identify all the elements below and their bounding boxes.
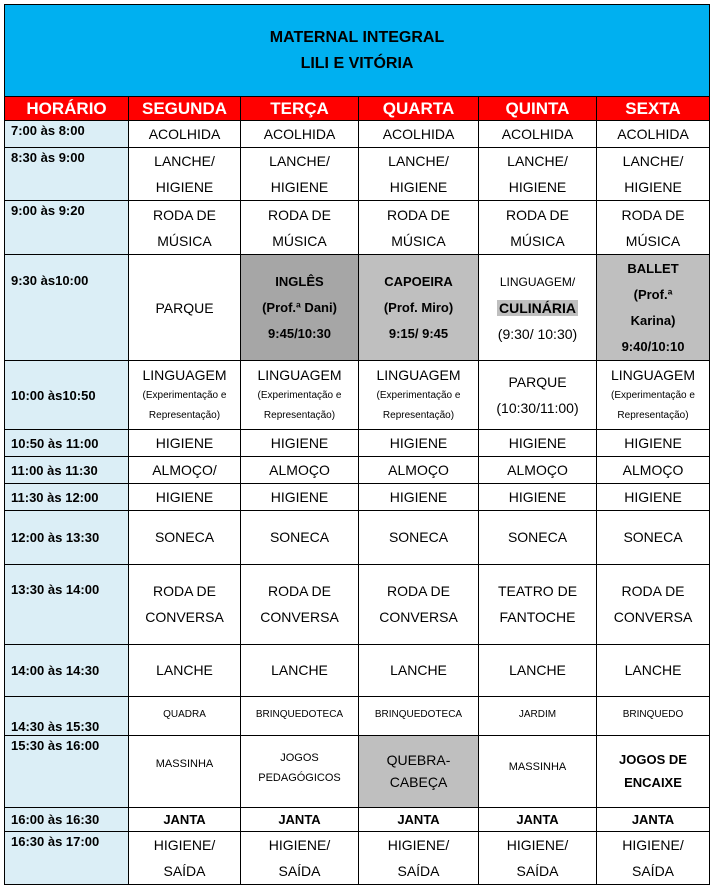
time-cell: 10:50 às 11:00 — [5, 430, 129, 457]
activity-cell: HIGIENE — [359, 430, 479, 457]
activity-cell: ALMOÇO — [597, 457, 710, 484]
cell-line: HIGIENE/ — [622, 837, 684, 853]
cell-line: LANCHE/ — [622, 153, 684, 169]
cell-line: CABEÇA — [389, 773, 448, 790]
activity-cell: JANTA — [359, 808, 479, 832]
cell-line: QUEBRA- — [386, 751, 451, 768]
cell-line: LANCHE/ — [154, 153, 215, 169]
activity-cell: QUADRA — [129, 697, 241, 736]
header-thursday: QUINTA — [479, 97, 597, 121]
cell-line: Representação) — [263, 410, 336, 421]
activity-cell — [241, 832, 359, 885]
activity-cell — [479, 565, 597, 645]
table-row — [5, 832, 710, 885]
cell-line: SAÍDA — [278, 863, 321, 879]
cell-line: HIGIENE — [270, 179, 329, 195]
activity-cell-highlight — [241, 255, 359, 361]
activity-cell — [359, 361, 479, 430]
activity-cell: HIGIENE — [479, 430, 597, 457]
time-cell: 16:00 às 16:30 — [5, 808, 129, 832]
cell-line: 9:15/ 9:45 — [388, 325, 449, 341]
table-row — [5, 808, 710, 832]
table-row — [5, 148, 710, 201]
header-row — [5, 97, 710, 121]
activity-cell: HIGIENE — [597, 484, 710, 511]
activity-cell — [359, 148, 479, 201]
activity-cell: HIGIENE — [597, 430, 710, 457]
cell-line: SAÍDA — [632, 863, 675, 879]
header-time: HORÁRIO — [5, 97, 129, 121]
activity-cell: HIGIENE — [129, 484, 241, 511]
activity-cell — [241, 361, 359, 430]
activity-cell — [597, 832, 710, 885]
cell-line: RODA DE — [386, 206, 450, 223]
cell-line: MÚSICA — [272, 232, 327, 249]
table-row — [5, 361, 710, 430]
cell-line: HIGIENE/ — [387, 837, 450, 853]
cell-line: RODA DE — [152, 582, 216, 599]
activity-cell — [129, 832, 241, 885]
cell-line: LINGUAGEM — [611, 367, 696, 383]
cell-line: TEATRO DE — [497, 582, 578, 599]
cell-line: RODA DE — [267, 582, 331, 599]
cell-line: HIGIENE — [389, 179, 448, 195]
activity-cell — [241, 201, 359, 255]
activity-cell-highlight — [359, 736, 479, 808]
activity-cell: HIGIENE — [359, 484, 479, 511]
time-cell: 15:30 às 16:00 — [5, 736, 129, 808]
cell-line: LINGUAGEM — [142, 367, 227, 383]
activity-cell: JANTA — [129, 808, 241, 832]
activity-cell: PARQUE — [129, 255, 241, 361]
cell-line: (10:30/11:00) — [496, 400, 579, 416]
activity-cell-highlight — [597, 255, 710, 361]
activity-cell — [359, 201, 479, 255]
activity-cell — [129, 565, 241, 645]
activity-cell — [129, 361, 241, 430]
cell-line: LANCHE/ — [269, 153, 330, 169]
time-cell: 9:30 às10:00 — [5, 255, 129, 361]
cell-line: HIGIENE — [508, 179, 567, 195]
time-cell: 11:00 às 11:30 — [5, 457, 129, 484]
cell-line: PARQUE — [508, 374, 567, 390]
cell-line: HIGIENE — [624, 179, 682, 195]
cell-line: (Experimentação e — [376, 390, 461, 401]
schedule-table — [4, 4, 710, 885]
activity-cell — [479, 255, 597, 361]
cell-line: LINGUAGEM — [376, 367, 461, 383]
activity-cell: BRINQUEDO — [597, 697, 710, 736]
cell-line: HIGIENE — [155, 179, 214, 195]
cell-line: (Experimentação e — [142, 390, 227, 401]
activity-cell — [479, 201, 597, 255]
activity-cell: ALMOÇO/ — [129, 457, 241, 484]
activity-cell — [597, 565, 710, 645]
time-cell: 12:00 às 13:30 — [5, 511, 129, 565]
title-line-2: LILI E VITÓRIA — [300, 54, 414, 72]
activity-cell: LANCHE — [597, 645, 710, 697]
activity-cell: MASSINHA — [479, 736, 597, 808]
header-tuesday: TERÇA — [241, 97, 359, 121]
activity-cell: LANCHE — [241, 645, 359, 697]
cell-line: LINGUAGEM — [257, 367, 342, 383]
activity-cell — [597, 361, 710, 430]
cell-line: JOGOS — [280, 751, 319, 764]
cell-line: RODA DE — [386, 582, 450, 599]
cell-line: (Prof.ª Dani) — [262, 299, 337, 315]
activity-cell: ACOLHIDA — [479, 121, 597, 148]
cell-line: SAÍDA — [163, 863, 206, 879]
time-cell: 7:00 às 8:00 — [5, 121, 129, 148]
activity-cell: SONECA — [359, 511, 479, 565]
activity-cell: ACOLHIDA — [597, 121, 710, 148]
cell-line: RODA DE — [621, 582, 685, 599]
cell-line: 9:45/10:30 — [268, 325, 331, 341]
time-cell: 14:30 às 15:30 — [5, 697, 129, 736]
cell-line: RODA DE — [505, 206, 569, 223]
activity-cell — [129, 201, 241, 255]
activity-cell: SONECA — [241, 511, 359, 565]
activity-cell: SONECA — [479, 511, 597, 565]
activity-cell: JANTA — [479, 808, 597, 832]
table-row — [5, 645, 710, 697]
activity-cell: HIGIENE — [241, 430, 359, 457]
cell-line: LANCHE/ — [388, 153, 449, 169]
cell-line: PEDAGÓGICOS — [258, 771, 341, 784]
activity-cell: HIGIENE — [241, 484, 359, 511]
cell-line: (Experimentação e — [611, 390, 695, 401]
activity-cell: MASSINHA — [129, 736, 241, 808]
cell-line: JOGOS DE — [619, 751, 687, 767]
activity-cell-highlight — [359, 255, 479, 361]
activity-cell: BRINQUEDOTECA — [241, 697, 359, 736]
cell-line: FANTOCHE — [499, 608, 576, 625]
cell-line: CONVERSA — [260, 608, 339, 625]
table-row — [5, 511, 710, 565]
cell-line: LINGUAGEM/ — [499, 274, 576, 289]
cell-line: CONVERSA — [613, 608, 693, 625]
cell-line: MÚSICA — [391, 232, 446, 249]
cell-line: MÚSICA — [625, 232, 681, 249]
activity-cell: ALMOÇO — [241, 457, 359, 484]
activity-cell: ACOLHIDA — [241, 121, 359, 148]
cell-line: Representação) — [148, 410, 221, 421]
cell-line: HIGIENE/ — [268, 837, 331, 853]
activity-cell — [241, 565, 359, 645]
header-monday: SEGUNDA — [129, 97, 241, 121]
cell-line: CONVERSA — [379, 608, 458, 625]
time-cell: 11:30 às 12:00 — [5, 484, 129, 511]
header-wednesday: QUARTA — [359, 97, 479, 121]
activity-cell — [479, 148, 597, 201]
cell-line: HIGIENE/ — [153, 837, 216, 853]
table-row — [5, 255, 710, 361]
cell-line: (9:30/ 10:30) — [497, 325, 578, 342]
cell-line: MÚSICA — [510, 232, 565, 249]
activity-cell — [597, 148, 710, 201]
activity-cell: JANTA — [241, 808, 359, 832]
activity-cell: HIGIENE — [479, 484, 597, 511]
time-cell: 16:30 às 17:00 — [5, 832, 129, 885]
activity-cell: ACOLHIDA — [359, 121, 479, 148]
time-cell: 10:00 às10:50 — [5, 361, 129, 430]
activity-cell: SONECA — [597, 511, 710, 565]
cell-line: LANCHE/ — [507, 153, 568, 169]
activity-cell — [359, 565, 479, 645]
cell-line: (Prof. Miro) — [383, 299, 454, 315]
cell-line: HIGIENE/ — [506, 837, 569, 853]
activity-cell: LANCHE — [479, 645, 597, 697]
header-friday: SEXTA — [597, 97, 710, 121]
time-cell: 8:30 às 9:00 — [5, 148, 129, 201]
time-cell: 9:00 às 9:20 — [5, 201, 129, 255]
activity-cell: SONECA — [129, 511, 241, 565]
table-row — [5, 736, 710, 808]
cell-line: Representação) — [617, 410, 689, 421]
table-row — [5, 697, 710, 736]
highlighted-text: CULINÁRIA — [499, 299, 576, 316]
activity-cell — [597, 736, 710, 808]
table-row — [5, 484, 710, 511]
cell-line: Representação) — [382, 410, 455, 421]
activity-cell: JARDIM — [479, 697, 597, 736]
cell-line: RODA DE — [152, 206, 216, 223]
cell-line: (Experimentação e — [257, 390, 342, 401]
activity-cell: ALMOÇO — [359, 457, 479, 484]
activity-cell — [241, 736, 359, 808]
table-row — [5, 121, 710, 148]
activity-cell: LANCHE — [129, 645, 241, 697]
cell-line: MÚSICA — [157, 232, 212, 249]
time-cell: 14:00 às 14:30 — [5, 645, 129, 697]
activity-cell: ALMOÇO — [479, 457, 597, 484]
activity-cell — [359, 832, 479, 885]
cell-line: ENCAIXE — [624, 774, 682, 790]
activity-cell: HIGIENE — [129, 430, 241, 457]
cell-line: RODA DE — [621, 206, 685, 223]
table-row — [5, 457, 710, 484]
activity-cell — [241, 148, 359, 201]
activity-cell: ACOLHIDA — [129, 121, 241, 148]
activity-cell — [597, 201, 710, 255]
time-cell: 13:30 às 14:00 — [5, 565, 129, 645]
cell-line: CAPOEIRA — [384, 273, 453, 289]
cell-line: RODA DE — [267, 206, 331, 223]
activity-cell: JANTA — [597, 808, 710, 832]
activity-cell: BRINQUEDOTECA — [359, 697, 479, 736]
activity-cell — [129, 148, 241, 201]
cell-line: SAÍDA — [516, 863, 559, 879]
cell-line: SAÍDA — [397, 863, 440, 879]
cell-line: INGLÊS — [275, 273, 324, 289]
table-row — [5, 201, 710, 255]
cell-line: Karina) — [630, 312, 676, 328]
title-line-1: MATERNAL INTEGRAL — [269, 28, 445, 46]
table-row — [5, 430, 710, 457]
cell-line: BALLET — [627, 260, 679, 276]
activity-cell — [479, 832, 597, 885]
activity-cell — [479, 361, 597, 430]
table-row — [5, 565, 710, 645]
cell-line — [479, 295, 596, 321]
cell-line: 9:40/10:10 — [621, 338, 685, 354]
cell-line: (Prof.ª — [633, 286, 673, 302]
cell-line: CONVERSA — [145, 608, 224, 625]
activity-cell: LANCHE — [359, 645, 479, 697]
schedule-title — [5, 5, 710, 97]
